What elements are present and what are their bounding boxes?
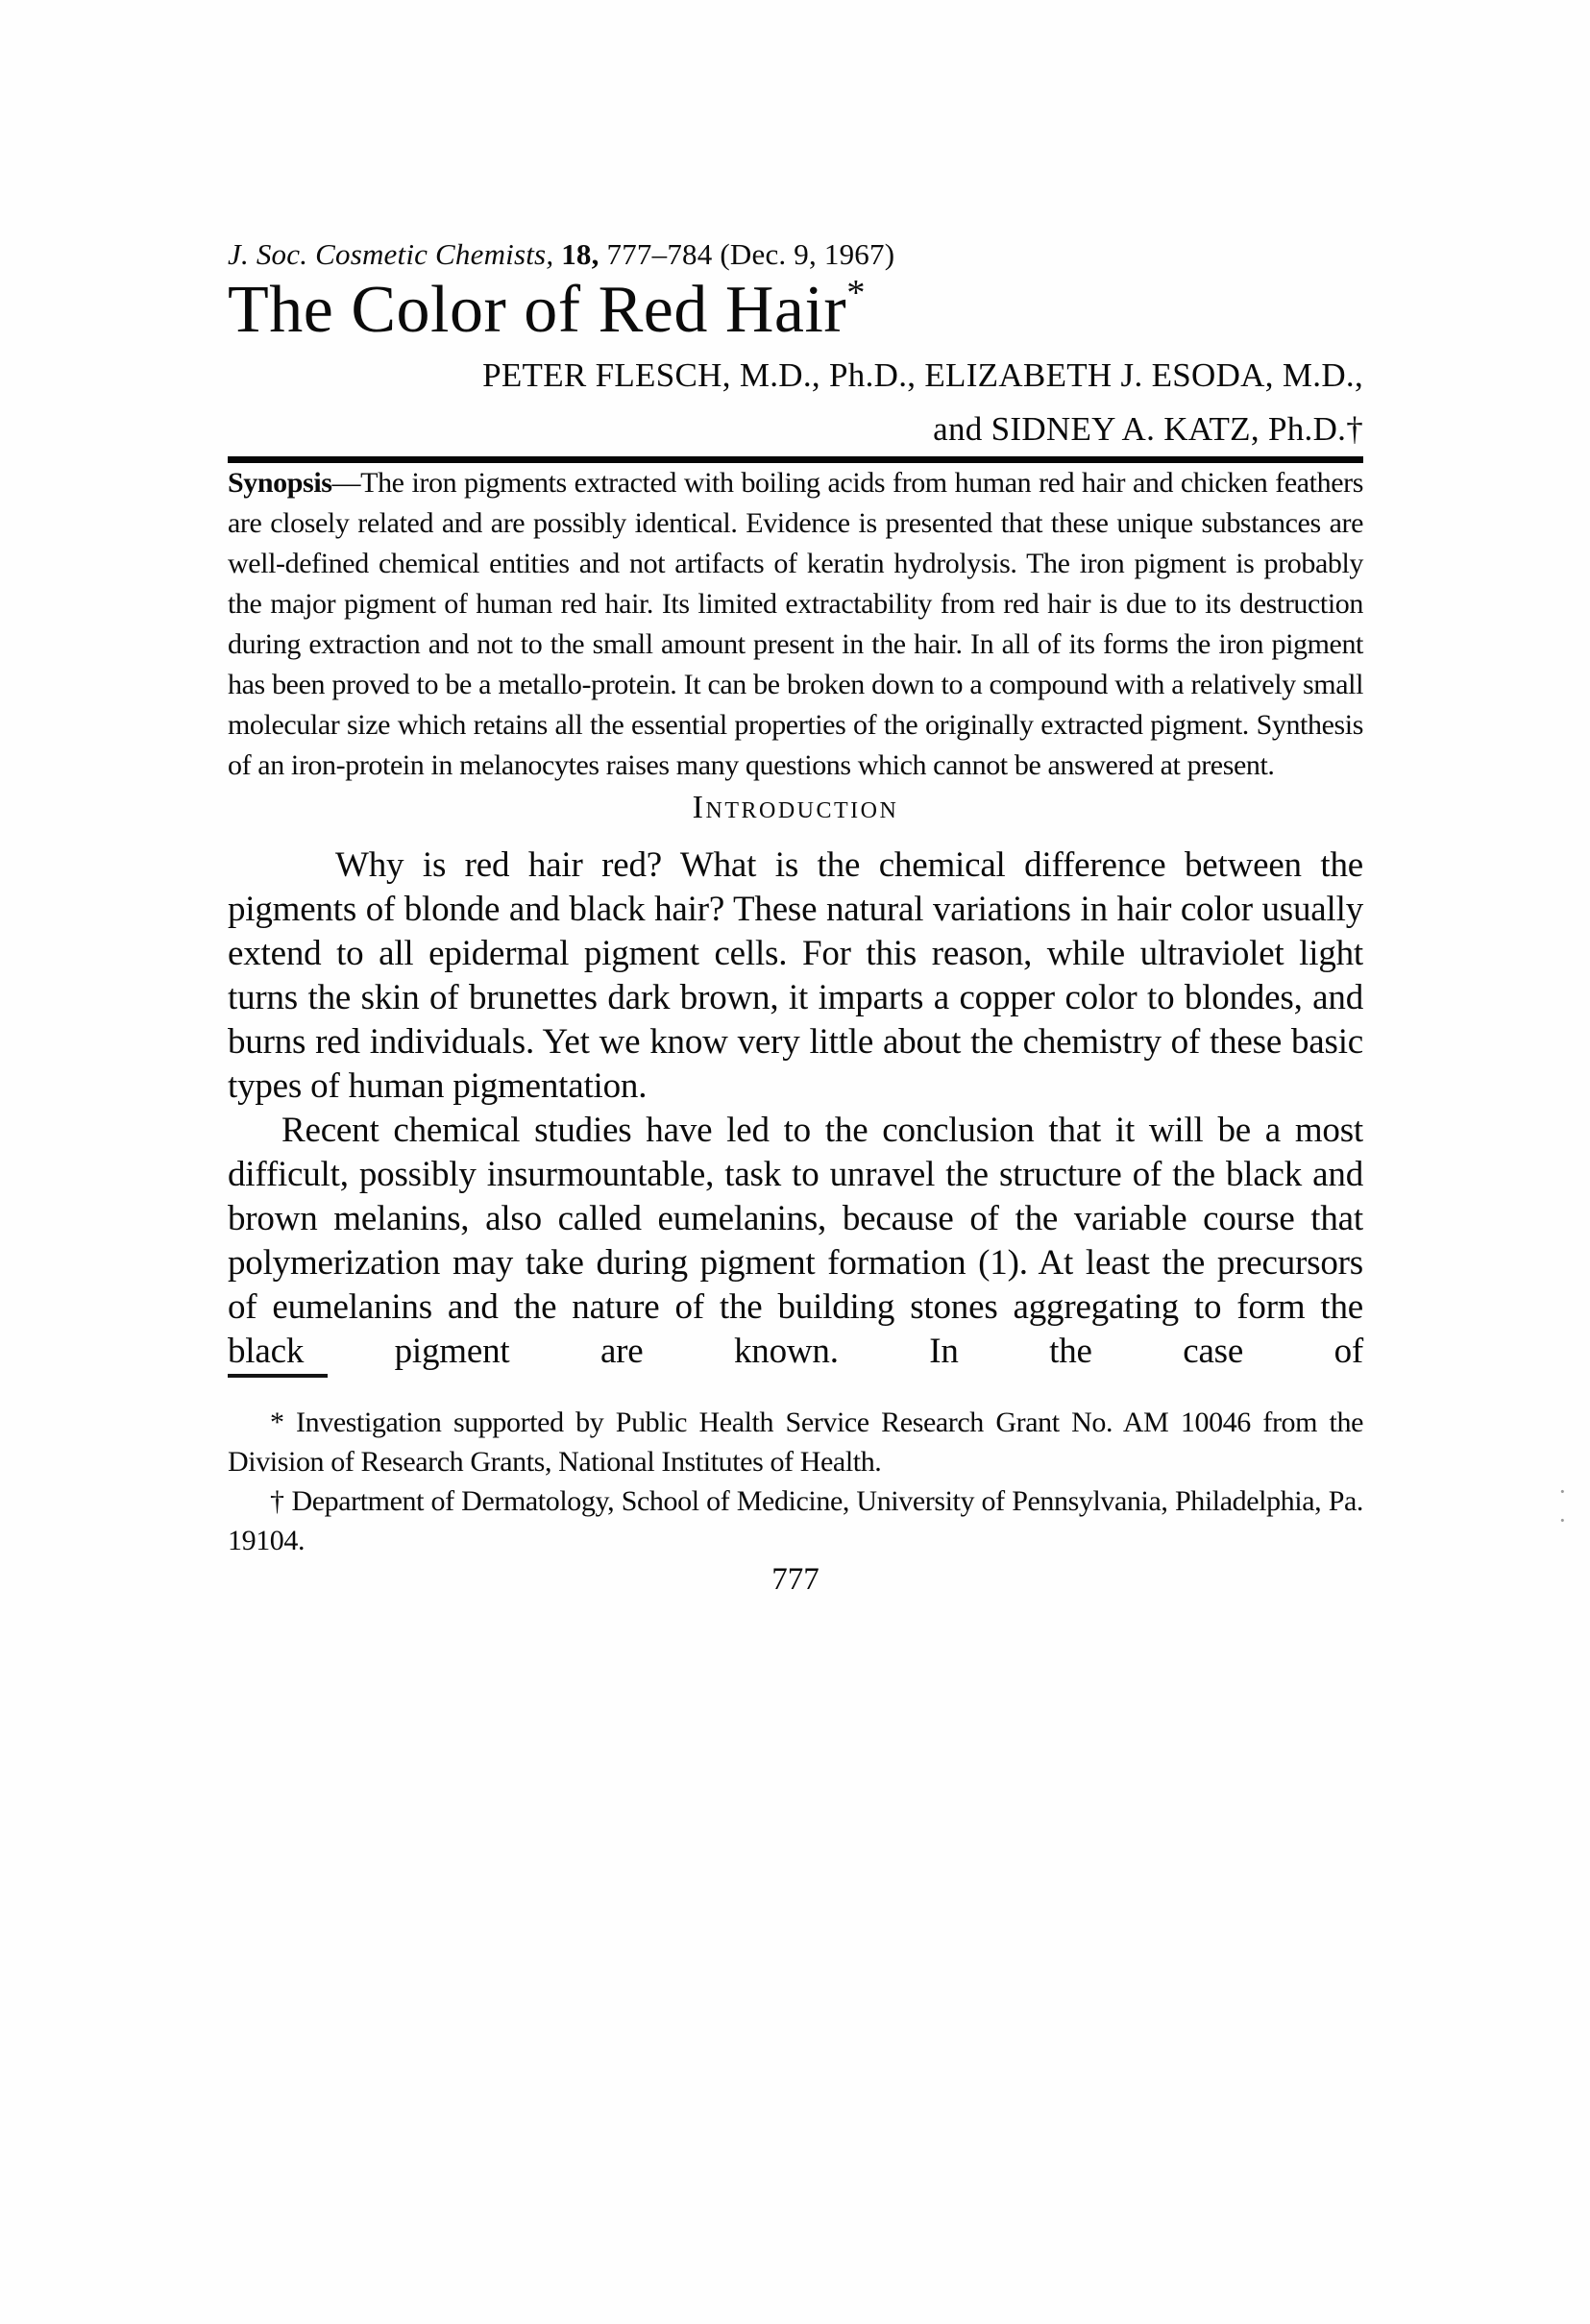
authors-block <box>228 349 1363 456</box>
journal-citation <box>228 236 1363 272</box>
divider-rule <box>228 456 1363 463</box>
article-title <box>228 272 1363 349</box>
scan-artifact-dots: · · <box>1558 1478 1574 1534</box>
authors-line-1: PETER FLESCH, M.D., Ph.D., ELIZABETH J. ESODA, M.D., <box>482 356 1363 394</box>
synopsis-paragraph <box>228 463 1363 786</box>
synopsis-label: Synopsis <box>228 467 332 499</box>
introduction-paragraph-1: Why is red hair red? What is the chemical difference between the pigments of blonde and black hair? These natural variations in hair color usually extend to all epidermal pigment cells. For this reason, while ultraviolet light turns the skin of brunettes dark brown, it imparts a copper color to blondes, and burns red individuals. Yet we know very little about the chemistry of these basic types of human pigmentation. <box>228 845 1363 1106</box>
journal-pages-date: 777–784 (Dec. 9, 1967) <box>606 237 895 271</box>
text-column <box>228 0 1363 1599</box>
footnote-grant: * Investigation supported by Public Health Service Research Grant No. AM 10046 from the Division of Research Grants, National Institutes of Health. <box>228 1407 1363 1478</box>
article-title-text: The Color of Red Hair <box>228 273 847 347</box>
section-heading-introduction: Introduction <box>692 790 899 825</box>
introduction-paragraph-2: Recent chemical studies have led to the conclusion that it will be a most difficult, possibly insurmountable, task to unravel the structure of the black and brown melanins, also called eumelanins, because of the variable course that polymerization may take during pigment formation (1). At least the precursors of eumelanins and the nature of the building stones aggregating to form the black pigment are known. In the case of <box>228 1111 1363 1371</box>
journal-name: J. Soc. Cosmetic Chemists, <box>228 237 562 271</box>
page-number: 777 <box>771 1562 819 1597</box>
footnote-affiliation: † Department of Dermatology, School of Medicine, University of Pennsylvania, Philadelphia, Pa. 19104. <box>228 1485 1363 1556</box>
footnote-rule <box>228 1374 328 1378</box>
synopsis-text: —The iron pigments extracted with boiling acids from human red hair and chicken feathers are closely related and are possibly identical. Evidence is presented that these unique substances are well-defined chemical entities and not artifacts of keratin hydrolysis. The iron pigment is probably the major pigment of human red hair. Its limited extractability from red hair is due to its destruction during extraction and not to the small amount present in the hair. In all of its forms the iron pigment has been proved to be a metallo-protein. It can be broken down to a compound with a relatively small molecular size which retains all the essential properties of the originally extracted pigment. Synthesis of an iron-protein in melanocytes raises many questions which cannot be answered at present. <box>228 467 1363 781</box>
title-footnote-marker: * <box>846 273 866 313</box>
journal-volume: 18, <box>561 237 607 271</box>
authors-line-2: and SIDNEY A. KATZ, Ph.D.† <box>933 410 1363 448</box>
